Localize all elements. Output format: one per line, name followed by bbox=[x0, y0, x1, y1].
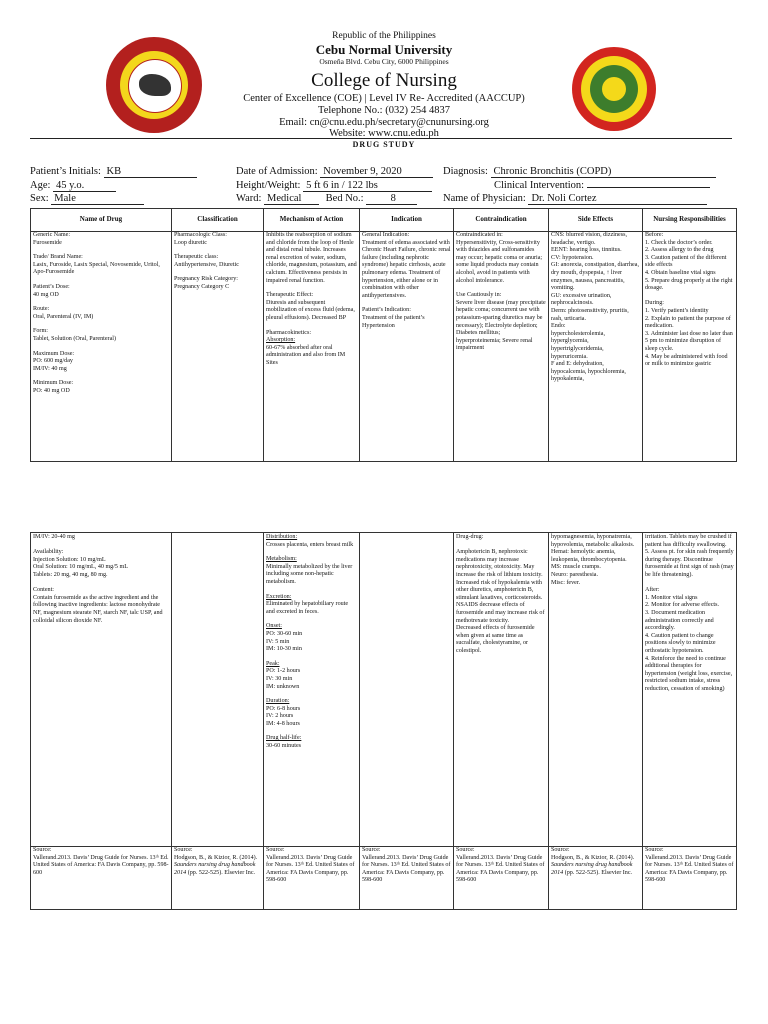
age-row: Age: 45 y.o. bbox=[30, 180, 116, 192]
university-address: Osmeña Blvd. Cebu City, 6000 Philippines bbox=[319, 57, 449, 66]
clinical-intervention bbox=[587, 187, 710, 188]
website-line: Website: www.cnu.edu.ph bbox=[329, 128, 439, 139]
cell-side-effects-continued: hypomagnesemia, hyponatremia, hypovolemia, metabolic alkalosis. Hemat: hemolytic anemia, leukopenia, thrombocytopenia. MS: muscle cramps. Neuro: paresthesia. Misc: fever. bbox=[549, 533, 643, 846]
header-nursing-responsibilities: Nursing Responsibilities bbox=[653, 215, 726, 224]
diagnosis: Chronic Bronchitis (COPD) bbox=[491, 166, 716, 178]
header-mechanism: Mechanism of Action bbox=[264, 209, 360, 231]
admission-row: Date of Admission: November 9, 2020 bbox=[236, 166, 433, 178]
cell-mechanism-continued: Distribution: Crosses placenta, enters breast milk Metabolism: Minimally metabolized by the liver including some non-hepatic metabolism. Excretion: Eliminated by hepatobiliary route and excreted in feces. Onset: PO: 30-60 min IV: 5 min IM: 10-30 min Peak: PO: 1-2 hours IV: 30 min IM: unknown Duration: PO: 6-8 hours IV: 2 hours IM: 4-8 hours Drug half-life: 30-60 minutes bbox=[264, 533, 360, 846]
table-body-row bbox=[31, 231, 736, 461]
cell-classification-continued bbox=[172, 533, 264, 846]
republic-line: Republic of the Philippines bbox=[332, 31, 436, 41]
patient-initials-row: Patient’s Initials: KB bbox=[30, 166, 197, 178]
header-rule bbox=[30, 138, 732, 139]
continued-row bbox=[31, 533, 736, 847]
sex-row: Sex: Male bbox=[30, 193, 144, 205]
ward: Medical bbox=[264, 193, 319, 205]
table-header-row bbox=[31, 209, 736, 232]
cell-contraindication: Contraindicated in: Hypersensitivity, Cross-sensitivity with thiazides and sulfonamides may occur; hepatic coma or anuria; some liquid products may contain alcohol, avoid in patients with alcohol intolerance. Use Cautiously in: Severe liver disease (may precipitate hepatic coma; concurrent use with potassium-sparing diuretics may be necessary); Electrolyte depletion; Diabetes mellitus; hyperproteinemia; Severe renal impairment bbox=[454, 231, 549, 461]
cell-mechanism: Inhibits the reabsorption of sodium and chloride from the loop of Henle and distal renal tubule. Increases renal excretion of water, sodium, chloride, magnesium, potassium, and calcium. Effectiveness persists in impaired renal function. Therapeutic Effect: Diuresis and subsequent mobilization of excess fluid (edema, pleural effusions). Decreased BP Pharmacokinetics: Absorption: 60-67% absorbed after oral administration and also from IM Sites bbox=[264, 231, 360, 461]
cell-nursing-responsibilities: Before: 1. Check the doctor’s order. 2. Assess allergy to the drug 3. Caution patient of the different side effects 4. Obtain baseline vital signs 5. Prepare drug properly at the right dosage. During: 1. Verify patient’s identity 2. Explain to patient the purpose of medication. 3. Administer last dose no later than 5 pm to minimize disruption of sleep cycle. 4. May be administered with food or milk to minimize gastric bbox=[645, 232, 733, 368]
cell-classification: Pharmacologic Class: Loop diuretic Therapeutic class: Antihypertensive, Diuretic Pregnancy Risk Category: Pregnancy Category C bbox=[172, 231, 264, 461]
email-line: Email: cn@cnu.edu.ph/secretary@cnunursing.org bbox=[279, 117, 489, 128]
source-side-effects: Source: Hodgson, B., & Kizior, R. (2014). Saunders nursing drug handbook 2014 (pp. 522-525). Elsevier Inc. bbox=[549, 846, 643, 909]
height-weight: 5 ft 6 in / 122 lbs bbox=[303, 180, 432, 192]
cell-nursing-continued: irritation. Tablets may be crushed if patient has difficulty swallowing. 5. Assess pt. for skin rash frequently during therapy. Discontinue furosemide at first sign of rash (may be life threatening). After: 1. Monitor vital signs 2. Monitor for adverse effects. 3. Document medication administration correctly and accordingly. 4. Caution patient to change positions slowly to minimize orthostatic hypotension. 4. Reinforce the need to continue additional therapies for hypertension (weight loss, exercise, restricted sodium intake, stress reduction, cessation of smoking) bbox=[645, 534, 734, 692]
source-classification: Source: Hodgson, B., & Kizior, R. (2014). Saunders nursing drug handbook 2014 (pp. 522-525). Elsevier Inc. bbox=[172, 846, 264, 909]
source-contraindication: Source: Vallerand.2013. Davis’ Drug Guide for Nurses. 13ᵗʰ Ed. United States of America: FA Davis Company, pp. 598-600 bbox=[454, 846, 549, 909]
header-side-effects: Side Effects bbox=[549, 209, 643, 231]
telephone-line: Telephone No.: (032) 254 4837 bbox=[318, 105, 450, 116]
bed-number: 8 bbox=[366, 193, 417, 205]
header-name-of-drug: Name of Drug bbox=[31, 209, 172, 231]
patient-age: 45 y.o. bbox=[53, 180, 116, 192]
drug-study-table-page1 bbox=[30, 208, 737, 462]
source-drug: Source: Vallerand.2013. Davis’ Drug Guide for Nurses. 13ᵗʰ Ed. United States of America: FA Davis Company, pp. 598-600 bbox=[31, 846, 172, 909]
sources-row bbox=[31, 846, 736, 909]
university-name: Cebu Normal University bbox=[315, 42, 453, 57]
intervention-row: Clinical Intervention: bbox=[494, 180, 710, 191]
cell-contraindication-continued: Drug-drug: Amphotericin B, nephrotoxic medications may increase nephrotoxicity, ototoxicity. May increase the risk of lithium toxicity. Increased risk of hypokalemia with other diuretics, amphotericin B, stimulant laxatives, corticosteroids. NSAIDS decrease effects of furosemide and may increase risk of methotrexate toxicity. Decreased effects of furosemide when given at same time as sucralfate, cholestyramine, or colestipol. bbox=[454, 533, 549, 846]
cell-drug-name: Generic Name: Furosemide Trade/ Brand Name: Lasix, Furoside, Lasix Special, Novosemide, Uritol, Apo-Furosemide Patient’s Dose: 40 mg OD Route: Oral, Parenteral (IV, IM) Form: Tablet, Solution (Oral, Parenteral) Maximum Dose: PO: 600 mg/day IM/IV: 40 mg Minimum Dose: PO: 40 mg OD bbox=[31, 231, 172, 461]
drug-study-table-page2 bbox=[30, 532, 737, 910]
admission-date: November 9, 2020 bbox=[320, 166, 433, 178]
height-weight-row: Height/Weight: 5 ft 6 in / 122 lbs bbox=[236, 180, 432, 192]
document-title: DRUG STUDY bbox=[352, 140, 416, 149]
cell-drug-continued: IM/IV: 20-40 mg Availability: Injection Solution: 10 mg/mL Oral Solution: 10 mg/mL, 40 mg/5 mL Tablets: 20 mg, 40 mg, 80 mg. Content: Contain furosemide as the active ingredient and the following inactive ingredients: lactose monohydrate NF, magnesium stearate NF, starch NF, talc USP, and colloidal silicon dioxide NF. bbox=[31, 533, 172, 846]
header-classification: Classification bbox=[172, 209, 264, 231]
physician-name: Dr. Noli Cortez bbox=[528, 193, 707, 205]
source-mechanism: Source: Vallerand.2013. Davis’ Drug Guide for Nurses. 13ᵗʰ Ed. United States of America: FA Davis Company, pp. 598-600 bbox=[264, 846, 360, 909]
ward-row: Ward: Medical Bed No.: 8 bbox=[236, 193, 417, 205]
header-indication: Indication bbox=[360, 209, 454, 231]
accreditation-line: Center of Excellence (COE) | Level IV Re- Accredited (AACCUP) bbox=[243, 93, 525, 104]
header-contraindication: Contraindication bbox=[454, 209, 549, 231]
diagnosis-row: Diagnosis: Chronic Bronchitis (COPD) bbox=[443, 166, 716, 178]
cell-side-effects: CNS: blurred vision, dizziness, headache, vertigo. EENT: hearing loss, tinnitus. CV: hypotension. GI: anorexia, constipation, diarrhea, dry mouth, dyspepsia, ↑ liver enzymes, nausea, pancreatitis, vomiting. GU: excessive urination, nephrocalcinosis. Derm: photosensitivity, pruritis, rash, urticaria. Endo: hypercholesterolemia, hyperglycemia, hypertriglyceridemia, hyperuricemia. F and E: dehydration, hypocalcemia, hypochloremia, hypokalemia, bbox=[549, 231, 643, 461]
patient-initials: KB bbox=[104, 166, 197, 178]
cell-indication-continued bbox=[360, 533, 454, 846]
physician-row: Name of Physician: Dr. Noli Cortez bbox=[443, 193, 707, 205]
source-nursing: Source: Vallerand.2013. Davis’ Drug Guide for Nurses. 13ᵗʰ Ed. United States of America: FA Davis Company, pp. 598-600 bbox=[645, 847, 734, 884]
patient-sex: Male bbox=[51, 193, 144, 205]
college-name: College of Nursing bbox=[311, 70, 457, 91]
cell-indication: General Indication: Treatment of edema associated with Chronic Heart Failure, chronic renal failure (including nephrotic syndrome) hepatic cirrhosis, acute pulmonary edema. Treatment of hypertension, either alone or in combination with other antihypertensives. Patient’s Indication: Treatment of the patient’s Hypertension bbox=[360, 231, 454, 461]
source-indication: Source: Vallerand.2013. Davis’ Drug Guide for Nurses. 13ᵗʰ Ed. United States of America: FA Davis Company, pp. 598-600 bbox=[360, 846, 454, 909]
